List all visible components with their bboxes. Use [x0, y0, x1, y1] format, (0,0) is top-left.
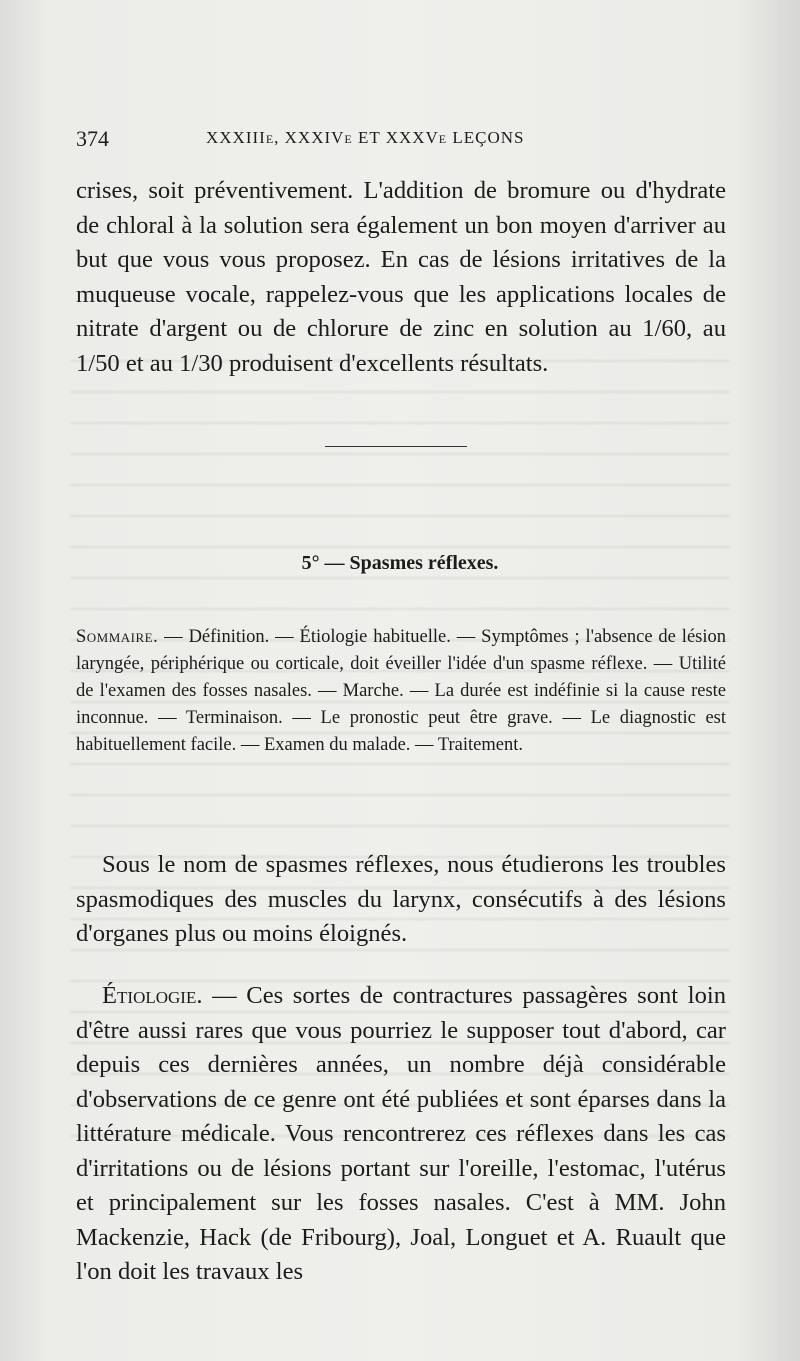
- summary-block: [76, 624, 726, 759]
- paragraph-etiology: [76, 979, 726, 1290]
- summary-text: — Définition. — Étiologie habituelle. — Symptômes ; l'absence de lésion laryngée, périphérique ou corticale, doit éveiller l'idée d'un spasme réflexe. — Utilité de l'examen des fosses nasales. — Marche. — La durée est indéfinie si la cause reste inconnue. — Terminaison. — Le pronostic peut être grave. — Le diagnostic est habituellement facile. — Examen du malade. — Traitement.: [76, 627, 726, 755]
- section-title: 5° — Spasmes réflexes.: [301, 552, 499, 574]
- paragraph-continuation: crises, soit préventivement. L'addition de bromure ou d'hydrate de chloral à la solution sera également un bon moyen d'arriver au but que vous vous proposez. En cas de lésions irritatives de la muqueuse vocale, rappelez-vous que les applications locales de nitrate d'argent ou de chlorure de zinc en solution au 1/60, au 1/50 et au 1/30 produisent d'excellents résultats.: [76, 177, 726, 377]
- paragraph-definition: Sous le nom de spasmes réflexes, nous étudierons les troubles spasmodiques des muscles du larynx, consécutifs à des lésions d'organes plus ou moins éloignés.: [76, 851, 726, 947]
- page-number: 374: [76, 126, 109, 151]
- page-header: [76, 126, 726, 154]
- etiology-label: Étiologie.: [102, 982, 203, 1009]
- summary-label: Sommaire.: [76, 627, 159, 647]
- section-divider: [325, 446, 467, 447]
- etiology-text: — Ces sortes de contractures passagères sont loin d'être aussi rares que vous pourriez le supposer tout d'abord, car depuis ces dernières années, un nombre déjà considérable d'observations de ce genre ont été publiées et sont éparses dans la littérature médicale. Vous rencontrerez ces réflexes dans les cas d'irritations ou de lésions portant sur l'oreille, l'estomac, l'utérus et principalement sur les fosses nasales. C'est à MM. John Mackenzie, Hack (de Fribourg), Joal, Longuet et A. Ruault que l'on doit les travaux les: [76, 982, 726, 1285]
- running-head: XXXIIIe, XXXIVe ET XXXVe LEÇONS: [206, 128, 525, 147]
